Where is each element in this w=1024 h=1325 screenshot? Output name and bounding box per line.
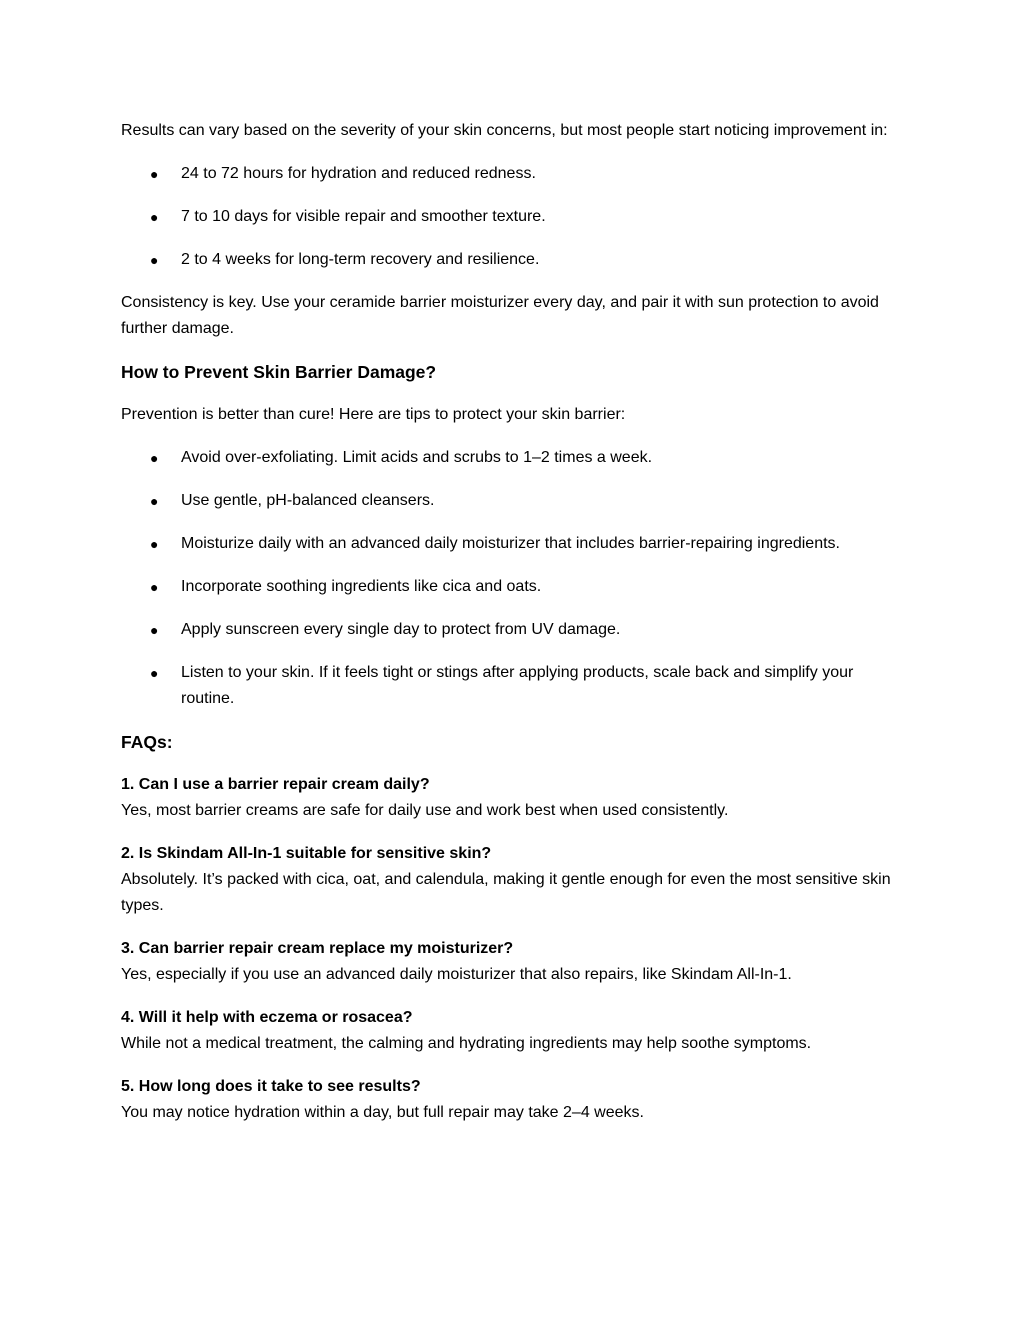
bullet-icon: ●	[150, 622, 159, 638]
tips-list	[121, 445, 911, 712]
faq-question: 1. Can I use a barrier repair cream daily?	[121, 776, 430, 793]
faq-item	[121, 936, 911, 988]
bullet-icon: ●	[150, 536, 159, 552]
list-item-text: Use gentle, pH-balanced cleansers.	[181, 492, 435, 509]
list-item-text: Moisturize daily with an advanced daily moisturizer that includes barrier-repairing ingredients.	[181, 535, 840, 552]
timeline-list	[121, 161, 911, 273]
list-item	[121, 445, 911, 471]
list-item	[121, 574, 911, 600]
list-item	[121, 488, 911, 514]
bullet-icon: ●	[150, 166, 159, 182]
list-item-text: 24 to 72 hours for hydration and reduced redness.	[181, 165, 536, 182]
list-item-text: 2 to 4 weeks for long-term recovery and resilience.	[181, 251, 540, 268]
faq-answer: Absolutely. It’s packed with cica, oat, and calendula, making it gentle enough for even the most sensitive skin types.	[121, 871, 891, 914]
faq-question: 4. Will it help with eczema or rosacea?	[121, 1009, 413, 1026]
faq-item	[121, 1074, 911, 1126]
list-item-text: Listen to your skin. If it feels tight or stings after applying products, scale back and simplify your routine.	[181, 664, 854, 707]
faq-answer: While not a medical treatment, the calming and hydrating ingredients may help soothe symptoms.	[121, 1035, 812, 1052]
prevent-intro-paragraph: Prevention is better than cure! Here are tips to protect your skin barrier:	[121, 406, 626, 423]
bullet-icon: ●	[150, 450, 159, 466]
faq-item	[121, 1005, 911, 1057]
faq-item	[121, 841, 911, 919]
consistency-paragraph: Consistency is key. Use your ceramide barrier moisturizer every day, and pair it with sun protection to avoid further damage.	[121, 294, 879, 337]
list-item	[121, 617, 911, 643]
faq-question: 5. How long does it take to see results?	[121, 1078, 421, 1095]
list-item-text: Avoid over-exfoliating. Limit acids and scrubs to 1–2 times a week.	[181, 449, 653, 466]
faq-answer: Yes, especially if you use an advanced daily moisturizer that also repairs, like Skindam All-In-1.	[121, 966, 792, 983]
list-item-text: Apply sunscreen every single day to protect from UV damage.	[181, 621, 621, 638]
bullet-icon: ●	[150, 665, 159, 681]
faq-question: 2. Is Skindam All-In-1 suitable for sensitive skin?	[121, 845, 492, 862]
list-item-text: Incorporate soothing ingredients like cica and oats.	[181, 578, 542, 595]
list-item	[121, 161, 911, 187]
bullet-icon: ●	[150, 493, 159, 509]
list-item	[121, 247, 911, 273]
faq-answer: You may notice hydration within a day, but full repair may take 2–4 weeks.	[121, 1104, 644, 1121]
bullet-icon: ●	[150, 209, 159, 225]
bullet-icon: ●	[150, 252, 159, 268]
faq-answer: Yes, most barrier creams are safe for daily use and work best when used consistently.	[121, 802, 729, 819]
list-item	[121, 660, 911, 712]
faq-question: 3. Can barrier repair cream replace my moisturizer?	[121, 940, 514, 957]
intro-paragraph: Results can vary based on the severity of your skin concerns, but most people start noticing improvement in:	[121, 122, 888, 139]
list-item	[121, 531, 911, 557]
document-page	[121, 118, 911, 1143]
faqs-heading: FAQs:	[121, 732, 173, 752]
bullet-icon: ●	[150, 579, 159, 595]
list-item	[121, 204, 911, 230]
faq-item	[121, 772, 911, 824]
list-item-text: 7 to 10 days for visible repair and smoother texture.	[181, 208, 546, 225]
prevent-heading: How to Prevent Skin Barrier Damage?	[121, 362, 437, 382]
